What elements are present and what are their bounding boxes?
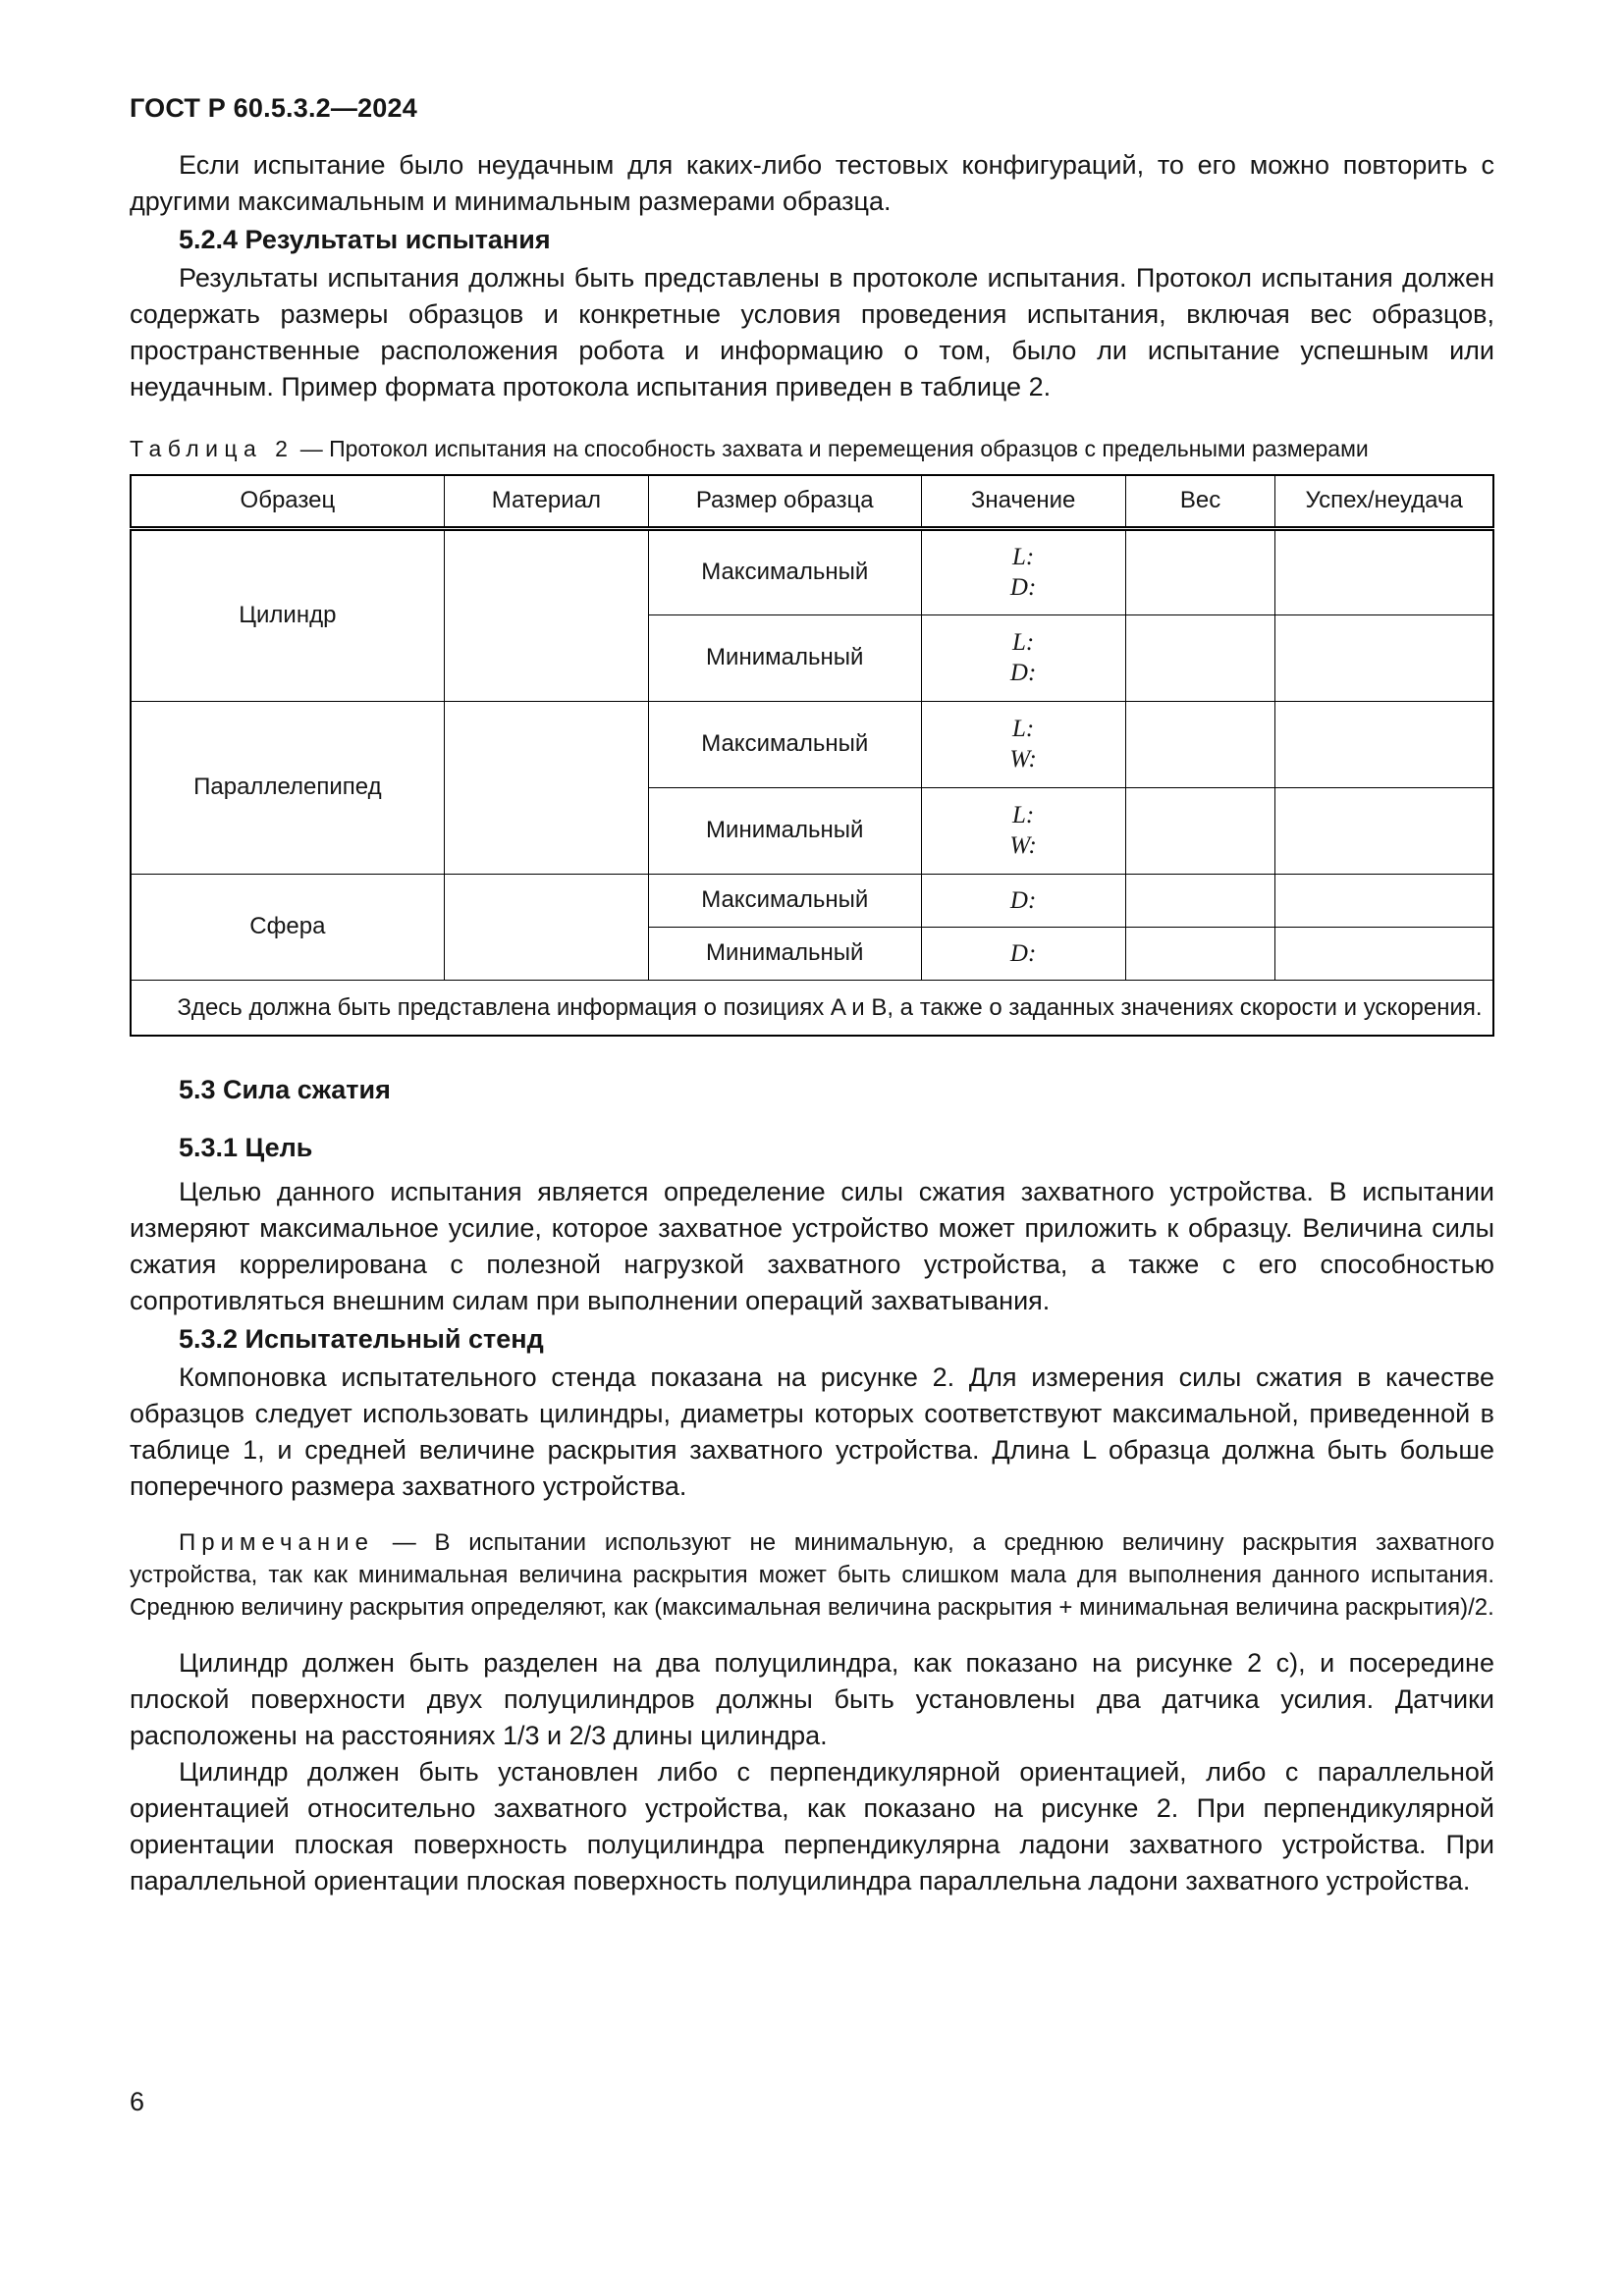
column-header-size: Размер образца [648,475,921,528]
cell-result [1275,787,1493,874]
paragraph-test-stand: Компоновка испытательного стенда показана на рисунке 2. Для измерения силы сжатия в качестве образцов следует использовать цилиндры, диаметры которых соответствуют максимальной, приведенной в таблице 1, и средней величине раскрытия захватного устройства. Длина L образца должна быть больше поперечного размера захватного устройства. [130,1362,1494,1501]
table-row [131,528,1493,614]
value-line: L: [1011,716,1035,742]
value-line: D: [1009,574,1037,601]
column-header-result: Успех/неудача [1275,475,1493,528]
paragraph-cylinder-halves: Цилиндр должен быть разделен на два полуцилиндра, как показано на рисунке 2 c), и посередине плоской поверхности двух полуцилиндров должны быть установлены два датчика усилия. Датчики расположены на расстояниях 1/3 и 2/3 длины цилиндра. [130,1647,1494,1750]
cell-size: Минимальный [648,787,921,874]
note-label: Примечание [179,1528,374,1556]
column-header-weight: Вес [1125,475,1275,528]
cell-value [921,927,1125,980]
heading-5-2-4: 5.2.4 Результаты испытания [179,225,551,254]
table-footnote: Здесь должна быть представлена информация о позициях A и B, а также о заданных значениях скорости и ускорения. [131,980,1493,1036]
value-line: D: [1009,660,1037,686]
column-header-material: Материал [444,475,648,528]
paragraph-retry: Если испытание было неудачным для каких-либо тестовых конфигураций, то его можно повторить с другими максимальным и минимальным размерами образца. [130,150,1494,216]
cell-material [444,528,648,701]
table-2 [130,474,1494,1037]
paragraph-results: Результаты испытания должны быть представлены в протоколе испытания. Протокол испытания должен содержать размеры образцов и конкретные условия проведения испытания, включая вес образцов, пространственные расположения робота и информацию о том, было ли испытание успешным или неудачным. Пример формата протокола испытания приведен в таблице 2. [130,263,1494,401]
page-number: 6 [130,2087,145,2116]
paragraph-cylinder-orientation: Цилиндр должен быть установлен либо с перпендикулярной ориентацией, либо с параллельной ориентацией относительно захватного устройства, как показано на рисунке 2. При перпендикулярной ориентации плоская поверхность полуцилиндра перпендикулярна ладони захватного устройства. При параллельной ориентации плоская поверхность полуцилиндра параллельна ладони захватного устройства. [130,1756,1494,1896]
table-row [131,701,1493,787]
cell-weight [1125,874,1275,927]
column-header-value: Значение [921,475,1125,528]
cell-material [444,874,648,980]
cell-result [1275,874,1493,927]
table-row [131,874,1493,927]
cell-value [921,528,1125,614]
doc-header: ГОСТ Р 60.5.3.2—2024 [130,93,417,123]
cell-weight [1125,787,1275,874]
table-footnote-row [131,980,1493,1036]
cell-weight [1125,528,1275,614]
cell-result [1275,528,1493,614]
paragraph-goal: Целью данного испытания является определение силы сжатия захватного устройства. В испытании измеряют максимальное усилие, которое захватное устройство может приложить к образцу. Величина силы сжатия коррелирована с полезной нагрузкой захватного устройства, а также с его способностью сопротивляться внешним силам при выполнении операций захватывания. [130,1176,1494,1315]
cell-object-sphere: Сфера [131,874,444,980]
cell-weight [1125,927,1275,980]
cell-result [1275,614,1493,701]
value-line: W: [1009,832,1037,859]
heading-5-3-2: 5.3.2 Испытательный стенд [179,1323,544,1354]
table-caption-text: — Протокол испытания на способность захвата и перемещения образцов с предельными размерами [294,436,1369,461]
cell-result [1275,927,1493,980]
cell-value [921,787,1125,874]
value-line: L: [1011,544,1035,570]
value-line: L: [1011,802,1035,828]
value-line: W: [1009,746,1037,773]
cell-size: Минимальный [648,614,921,701]
cell-size: Максимальный [648,528,921,614]
cell-result [1275,701,1493,787]
value-line: D: [1009,939,1037,967]
cell-value [921,614,1125,701]
cell-value [921,701,1125,787]
table-caption-label: Таблица 2 [130,436,295,461]
note [130,1526,1494,1624]
table-header-row [131,475,1493,528]
table-caption [130,433,1494,464]
cell-object-parallelepiped: Параллелепипед [131,701,444,874]
heading-5-3-1: 5.3.1 Цель [179,1132,313,1162]
cell-value [921,874,1125,927]
cell-size: Минимальный [648,927,921,980]
cell-size: Максимальный [648,701,921,787]
cell-material [444,701,648,874]
cell-size: Максимальный [648,874,921,927]
note-text: — В испытании используют не минимальную, а среднюю величину раскрытия захватного устройства, так как минимальная величина раскрытия может быть слишком мала для выполнения данного испытания. Среднюю величину раскрытия определяют, как (максимальная величина раскрытия + минимальная величина раскрытия)/2. [130,1528,1494,1621]
value-line: L: [1011,629,1035,656]
value-line: D: [1009,886,1037,914]
column-header-object: Образец [131,475,444,528]
cell-weight [1125,614,1275,701]
cell-object-cylinder: Цилиндр [131,528,444,701]
cell-weight [1125,701,1275,787]
heading-5-3: 5.3 Сила сжатия [179,1074,391,1104]
